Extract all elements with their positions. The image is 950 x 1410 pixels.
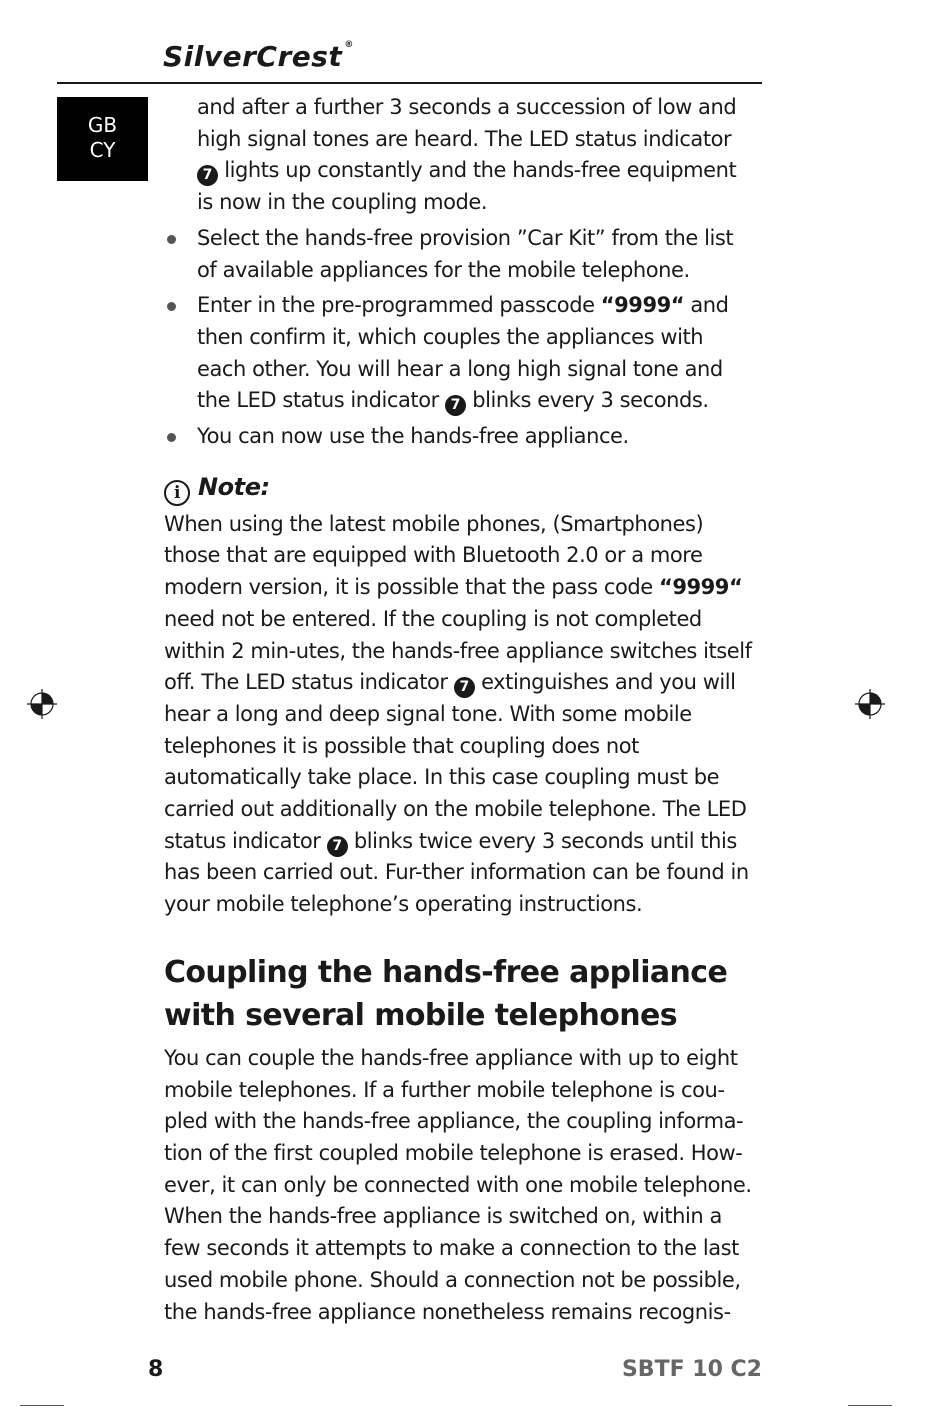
- header-rule: [57, 82, 762, 84]
- list-item: Select the hands-free provision ”Car Kit” from the list of available appliances for the mobile telephone.: [164, 223, 754, 286]
- registration-mark-icon: [855, 689, 885, 719]
- lang-code-cy: CY: [89, 138, 116, 162]
- note-heading: i Note:: [164, 467, 754, 507]
- section-heading: Coupling the hands-free appliance with several mobile telephones: [164, 954, 728, 1033]
- passcode: “9999“: [658, 575, 743, 600]
- crop-mark: [20, 1405, 64, 1406]
- page-number: 8: [148, 1357, 164, 1382]
- info-icon: i: [164, 480, 190, 506]
- body-paragraph: You can couple the hands-free appliance with up to eight mobile telephones. If a further mobile telephone is cou-pled with the hands-free appliance, the coupling informa-tion of the first coupled mobile telephone is erased. How-ever, it can only be connected with one mobile telephone. When the hands-free appliance is switched on, within a few seconds it attempts to make a connection to the last used mobile phone. Should a connection not be possible, the hands-free appliance nonetheless remains recognis-: [164, 1045, 752, 1324]
- passcode: “9999“: [600, 293, 685, 318]
- page-content: [164, 92, 754, 1328]
- lang-code-gb: GB: [87, 113, 118, 137]
- model-number: SBTF 10 C2: [621, 1357, 762, 1382]
- brand-logo: SilverCrest ®: [163, 40, 354, 73]
- continuation-paragraph: and after a further 3 seconds a succession of low and high signal tones are heard. The LED status indicator 7 lights up constantly and the hands-free equipment is now in the coupling mode.: [197, 95, 737, 215]
- led-indicator-number-icon: 7: [445, 395, 466, 416]
- language-tab: [57, 97, 148, 181]
- list-item: Enter in the pre-programmed passcode “9999“ and then confirm it, which couples the appliances with each other. You will hear a long high signal tone and the LED status indicator 7 blinks every 3 seconds.: [164, 290, 754, 417]
- crop-mark: [848, 1405, 892, 1406]
- led-indicator-number-icon: 7: [454, 677, 475, 698]
- registration-mark-icon: [27, 689, 57, 719]
- led-indicator-number-icon: 7: [197, 165, 218, 186]
- note-paragraph: When using the latest mobile phones, (Smartphones) those that are equipped with Bluetooth 2.0 or a more modern version, it is possible that the pass code “9999“ need not be entered. If the coupling is not completed within 2 min-utes, the hands-free appliance switches itself off. The LED status indicator 7 extinguishes and you will hear a long and deep signal tone. With some mobile telephones it is possible that coupling does not automatically take place. In this case coupling must be carried out additionally on the mobile telephone. The LED status indicator 7 blinks twice every 3 seconds until this has been carried out. Fur-ther information can be found in your mobile telephone’s operating instructions.: [164, 511, 752, 917]
- led-indicator-number-icon: 7: [327, 836, 348, 857]
- list-item: You can now use the hands-free appliance.: [164, 421, 754, 453]
